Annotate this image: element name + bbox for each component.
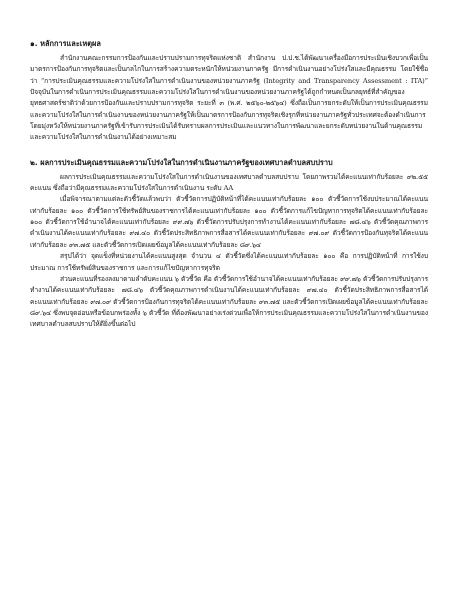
section-2-heading: ๒. ผลการประเมินคุณธรรมและความโปร่งใสในการดำเนินงานภาครัฐของเทศบาลตำบลสบปราบ <box>30 157 333 167</box>
section-2-paragraph-indicators: เมื่อพิจารณาตามแต่ละตัวชี้วัดแล้วพบว่า ตัวชี้วัดการปฏิบัติหน้าที่ได้คะแนนเท่ากับร้อยละ ๑๐๐ ตัวชี้วัดการใช้งบประมาณได้คะแนนเท่ากับร้อยละ ๑๐๐ ตัวชี้วัดการใช้ทรัพย์สินของราชการได้คะแนนเท่ากับร้อยละ ๑๐๐ ตัวชี้วัดการแก้ไขปัญหาการทุจริตได้คะแนนเท่ากับร้อยละ ๑๐๐ ตัวชี้วัดการใช้อำนาจได้คะแนนเท่ากับร้อยละ ๙๙.๗๖ ตัวชี้วัดการปรับปรุงการทำงานได้คะแนนเท่ากับร้อยละ ๗๘.๔๖ ตัวชี้วัดคุณภาพการดำเนินงานได้คะแนนเท่ากับร้อยละ ๙๗.๔๐ ตัวชี้วัดประสิทธิภาพการสื่อสารได้คะแนนเท่ากับร้อยละ ๙๗.๐๙ ตัวชี้วัดการป้องกันทุจริตได้คะแนนเท่ากับร้อยละ ๙๓.๗๕ และตัวชี้วัดการเปิดเผยข้อมูลได้คะแนนเท่ากับร้อยละ ๘๙.๖๔ <box>30 195 428 249</box>
section-2-paragraph-strengths: สรุปได้ว่า จุดแข็งที่หน่วยงานได้คะแนนสูงสุด จำนวน ๔ ตัวชี้วัดซึ่งได้คะแนนเท่ากับร้อยละ ๑๐๐ คือ การปฏิบัติหน้าที่ การใช้งบประมาณ การใช้ทรัพย์สินของราชการ และการแก้ไขปัญหาการทุจริต <box>30 252 428 272</box>
section-1-paragraph: สำนักงานคณะกรรมการป้องกันและปราบปรามการทุจริตแห่งชาติ สำนักงาน ป.ป.ช.ได้พัฒนาเครื่องมือการประเมินเชิงบวกเพื่อเป็นมาตรการป้องกันการทุจริตและเป็นกลไกในการสร้างความตระหนักให้หน่วยงานภาครัฐ มีการดำเนินงานอย่างโปร่งใสและมีคุณธรรม โดยใช้ชื่อว่า “การประเมินคุณธรรมและความโปร่งใสในการดำเนินงานของหน่วยงานภาครัฐ (Integrity and Transparency Assessment : ITA)” ปัจจุบันในการดำเนินการประเมินคุณธรรมและความโปร่งใสในการดำเนินงานของหน่วยงานภาครัฐได้ถูกกำหนดเป็นกลยุทธ์ที่สำคัญของยุทธศาสตร์ชาติว่าด้วยการป้องกันและปราบปรามการทุจริต ระยะที่ ๓ (พ.ศ. ๒๕๖๐-๒๕๖๔) ซึ่งถือเป็นการยกระดับให้เป็นการประเมินคุณธรรมและความโปร่งใสในการดำเนินงานของหน่วยงานภาครัฐให้เป็นมาตรการป้องกันการทุจริตเชิงรุกที่หน่วยงานภาครัฐทั่วประเทศจะต้องดำเนินการโดยมุ่งหวังให้หน่วยงานภาครัฐที่เข้ารับการประเมินได้รับทราบผลการประเมินและแนวทางในการพัฒนาและยกระดับหน่วยงานในด้านคุณธรรมและความโปร่งใสในการดำเนินงานได้อย่างเหมาะสม <box>30 54 428 142</box>
document-body <box>30 38 428 331</box>
section-1-heading: ๑. หลักการและเหตุผล <box>30 39 101 48</box>
section-2-paragraph-weaknesses: ส่วนคะแนนที่รองลงมาตามลำดับคะแนน ๖ ตัวชี้วัด คือ ตัวชี้วัดการใช้อำนาจได้คะแนนเท่ากับร้อยละ ๙๙.๗๖ ตัวชี้วัดการปรับปรุงการทำงานได้คะแนนเท่ากับร้อยละ ๗๘.๔๖ ตัวชี้วัดคุณภาพการดำเนินงานได้คะแนนเท่ากับร้อยละ ๙๗.๔๐ ตัวชี้วัดประสิทธิภาพการสื่อสารได้คะแนนเท่ากับร้อยละ ๙๗.๐๙ ตัวชี้วัดการป้องกันการทุจริตได้คะแนนเท่ากับร้อยละ ๙๓.๗๕ และตัวชี้วัดการเปิดเผยข้อมูลได้คะแนนเท่ากับร้อยละ ๘๙.๖๔ ซึ่งพบจุดอ่อนหรือข้อบกพร่องทั้ง ๖ ตัวชี้วัด ที่ต้องพัฒนาอย่างเร่งด่วนเพื่อให้การประเมินคุณธรรมและความโปร่งใสในการดำเนินงานของเทศบาลตำบลสบปราบให้ดียิ่งขึ้นต่อไป <box>30 274 428 329</box>
section-2-paragraph-overall: ผลการประเมินคุณธรรมและความโปร่งใสในการดำเนินงานของเทศบาลตำบลสบปราบ โดยภาพรวมได้คะแนนเท่ากับร้อยละ ๙๒.๕๕ คะแนน ซึ่งถือว่ามีคุณธรรมและความโปร่งใสในการดำเนินงาน ระดับ AA <box>30 172 428 193</box>
